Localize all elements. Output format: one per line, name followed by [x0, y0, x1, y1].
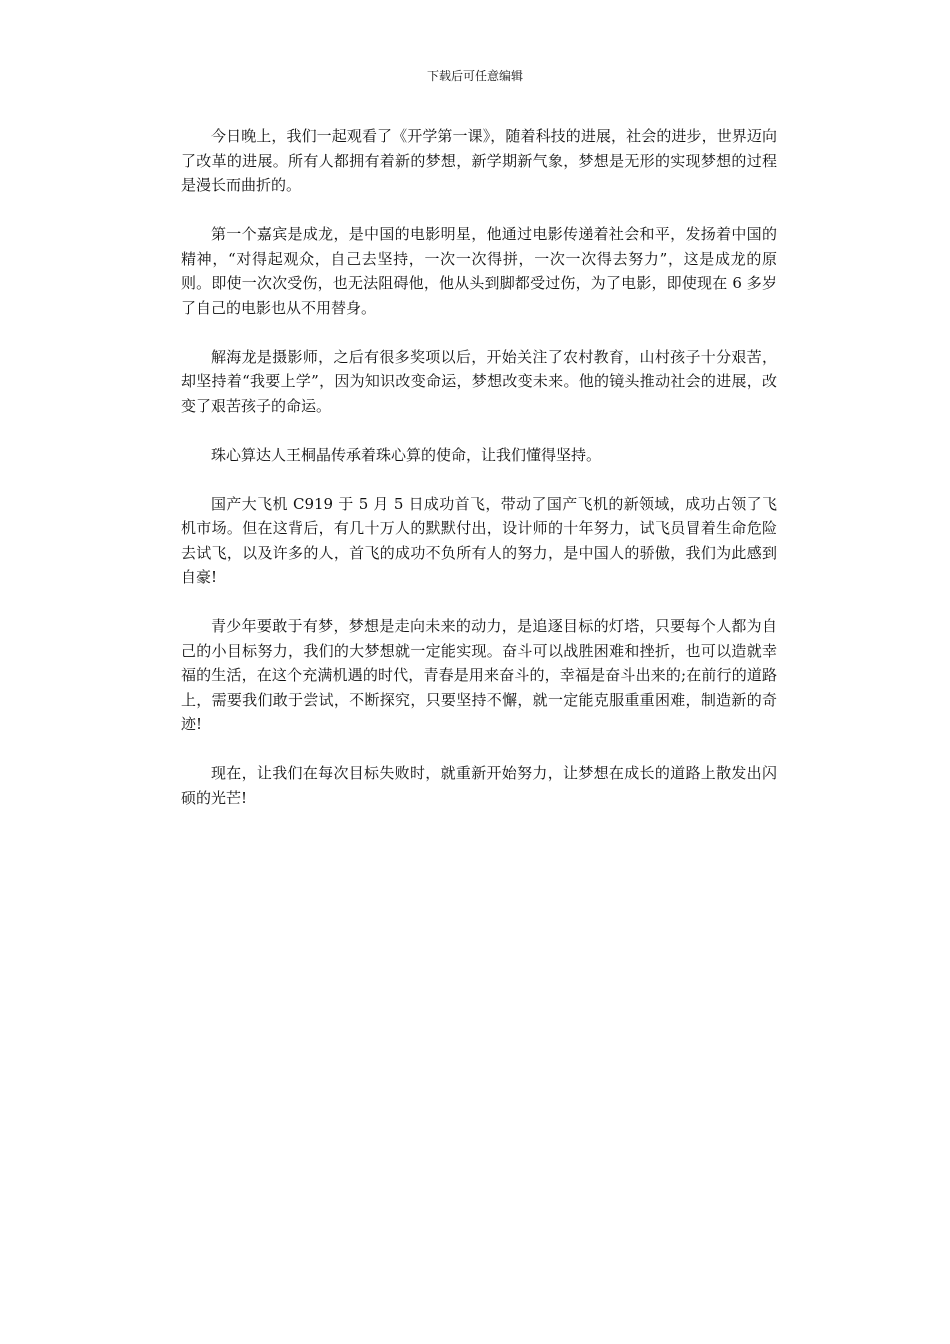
paragraph-3: 解海龙是摄影师，之后有很多奖项以后，开始关注了农村教育，山村孩子十分艰苦，却坚持着“我要上学”，因为知识改变命运，梦想改变未来。他的镜头推动社会的进展，改变了艰苦孩子的命运。	[181, 347, 777, 415]
document-body	[181, 124, 777, 835]
paragraph-2: 第一个嘉宾是成龙，是中国的电影明星，他通过电影传递着社会和平，发扬着中国的精神，“对得起观众，自己去坚持，一次一次得拼，一次一次得去努力”，这是成龙的原则。即使一次次受伤，也无法阻碍他，他从头到脚都受过伤，为了电影，即使现在 6 多岁了自己的电影也从不用替身。	[181, 225, 777, 317]
paragraph-1: 今日晚上，我们一起观看了《开学第一课》，随着科技的进展，社会的进步，世界迈向了改革的进展。所有人都拥有着新的梦想，新学期新气象，梦想是无形的实现梦想的过程是漫长而曲折的。	[181, 127, 777, 194]
paragraph-6: 青少年要敢于有梦，梦想是走向未来的动力，是追逐目标的灯塔，只要每个人都为自己的小目标努力，我们的大梦想就一定能实现。奋斗可以战胜困难和挫折，也可以造就幸福的生活，在这个充满机遇的时代，青春是用来奋斗的，幸福是奋斗出来的;在前行的道路上，需要我们敢于尝试，不断探究，只要坚持不懈，就一定能克服重重困难，制造新的奇迹!	[181, 617, 777, 733]
paragraph-7: 现在，让我们在每次目标失败时，就重新开始努力，让梦想在成长的道路上散发出闪硕的光芒!	[181, 764, 777, 807]
paragraph-5: 国产大飞机 C919 于 5 月 5 日成功首飞，带动了国产飞机的新领域，成功占领了飞机市场。但在这背后，有几十万人的默默付出，设计师的十年努力，试飞员冒着生命危险去试飞，以及许多的人，首飞的成功不负所有人的努力，是中国人的骄傲，我们为此感到自豪!	[181, 494, 777, 586]
paragraph-4: 珠心算达人王桐晶传承着珠心算的使命，让我们懂得坚持。	[211, 445, 602, 464]
page-header: 下载后可任意编辑	[426, 69, 523, 83]
